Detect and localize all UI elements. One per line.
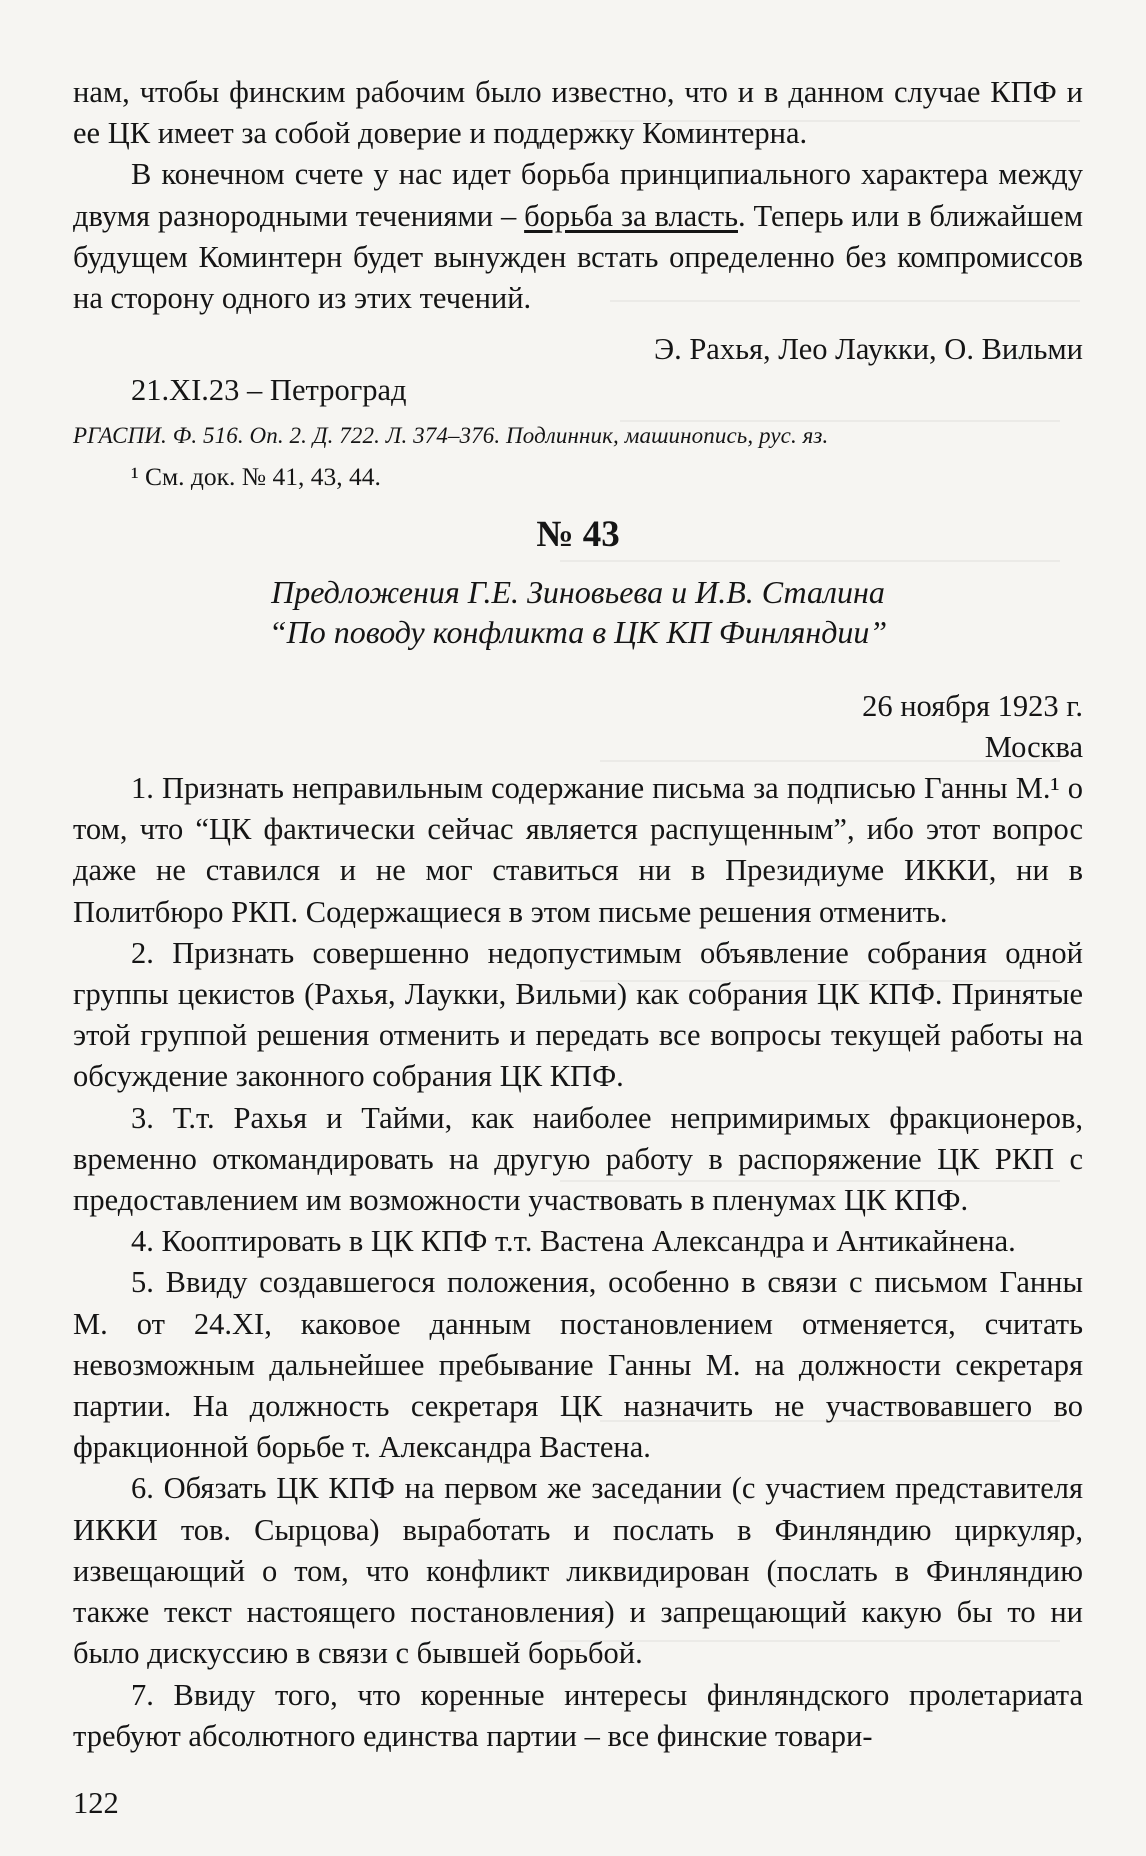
resolution-item-6: 6. Обязать ЦК КПФ на первом же заседании (с участием представителя ИККИ тов. Сырцова) выработать и послать в Финляндию циркуляр, извещающий о том, что конфликт ликвидирован (послать в Финляндию также текст настоящего постановления) и запрещающий какую бы то ни было дискуссию в связи с бывшей борьбой. [73, 1471, 1083, 1671]
document-place: Москва [984, 729, 1083, 764]
intro-paragraph-2 [73, 154, 1083, 319]
resolution-item-7: 7. Ввиду того, что коренные интересы финляндского пролетариата требуют абсолютного единства партии – все финские товари- [73, 1677, 1083, 1753]
document-date: 26 ноября 1923 г. [862, 688, 1083, 723]
archive-source: РГАСПИ. Ф. 516. Оп. 2. Д. 722. Л. 374–376. Подлинник, машинопись, рус. яз. [73, 422, 829, 448]
resolution-item-4: 4. Кооптировать в ЦК КПФ т.т. Вастена Александра и Антикайнена. [131, 1224, 1016, 1259]
document-title-line-2: “По поводу конфликта в ЦК КП Финляндии” [268, 613, 888, 650]
intro-paragraph-1: нам, чтобы финским рабочим было известно, что и в данном случае КПФ и ее ЦК имеет за собой доверие и поддержку Коминтерна. [73, 75, 1083, 151]
resolution-item-2: 2. Признать совершенно недопустимым объявление собрания одной группы цекистов (Рахья, Лаукки, Вильми) как собрания ЦК КПФ. Принятые этой группой решения отменить и передать все вопросы текущей работы на обсуждение законного собрания ЦК КПФ. [73, 935, 1083, 1094]
letter-date-place: 21.XI.23 – Петроград [131, 373, 407, 408]
document-page [73, 72, 1083, 1757]
resolution-item-3: 3. Т.т. Рахья и Тайми, как наиболее непримиримых фракционеров, временно откомандировать на другую работу в распоряжение ЦК РКП с предоставлением им возможности участвовать в пленумах ЦК КПФ. [73, 1100, 1083, 1218]
resolution-item-1: 1. Признать неправильным содержание письма за подписью Ганны М.¹ о том, что “ЦК фактически сейчас является распущенным”, ибо этот вопрос даже не ставился и не мог ставиться ни в Президиуме ИККИ, ни в Политбюро РКП. Содержащиеся в этом письме решения отменить. [73, 771, 1083, 929]
signature: Э. Рахья, Лео Лаукки, О. Вильми [653, 332, 1083, 367]
resolution-item-5: 5. Ввиду создавшегося положения, особенно в связи с письмом Ганны М. от 24.XI, каковое данным постановлением отменяется, считать невозможным дальнейшее пребывание Ганны М. на должности секретаря партии. На должность секретаря ЦК назначить не участвовавшего во фракционной борьбе т. Александра Вастена. [73, 1265, 1083, 1465]
document-title-line-1: Предложения Г.Е. Зиновьева и И.В. Сталина [271, 573, 885, 610]
intro-paragraph-2-start: В конечном счете у нас идет борьба принципиального характера между двумя разнородными течениями – [73, 157, 1083, 233]
document-number: № 43 [536, 513, 620, 555]
underlined-phrase: борьба за власть [524, 198, 738, 233]
intro-paragraph-2-end: . Теперь или в ближайшем будущем Коминтерн будет вынужден встать определенно без компромиссов на сторону одного из этих течений. [73, 198, 1083, 316]
footnote: ¹ См. док. № 41, 43, 44. [131, 461, 381, 491]
page-number: 122 [73, 1786, 119, 1820]
